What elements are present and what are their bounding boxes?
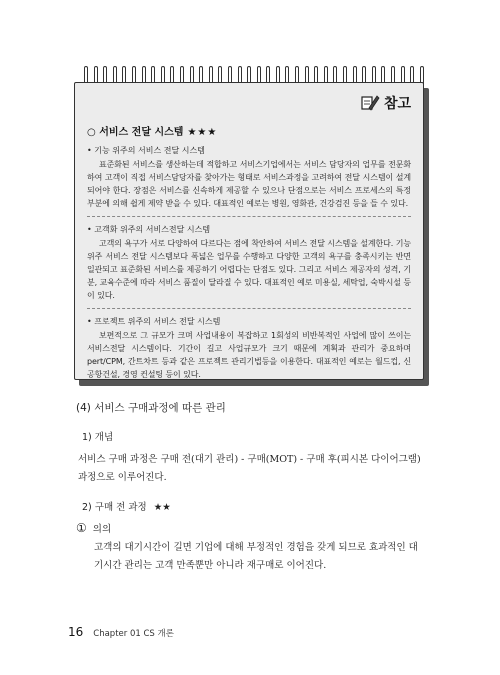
page-footer <box>68 625 174 639</box>
note-section-heading: • 기능 위주의 서비스 전달 시스템 <box>87 146 205 155</box>
page-number: 16 <box>68 625 84 639</box>
note-title <box>87 123 411 138</box>
note-header <box>360 93 411 113</box>
subheading-concept: 1) 개념 <box>82 432 114 443</box>
list-item-significance <box>76 521 426 535</box>
chapter-label: Chapter 01 CS 개론 <box>93 629 174 639</box>
spiral-binding <box>84 62 424 84</box>
subheading-pre-purchase <box>76 499 426 513</box>
divider <box>87 308 411 309</box>
note-section-body: 표준화된 서비스를 생산하는데 적합하고 서비스기업에서는 서비스 담당자의 업무를 전문화하여 고객이 직접 서비스담당자를 찾아가는 형태로 서비스과정을 고려하여 전달 시스템이 설계되어야 한다. 장점은 서비스를 신속하게 제공할 수 있으나 단점으로는 서비스 프로세스의 특정부분에 의해 쉽게 제약 받을 수 있다. 대표적인 예로는 병원, 영화관, 건강검진 등을 들 수 있다. <box>87 160 411 208</box>
note-section-body: 보편적으로 그 규모가 크며 사업내용이 복잡하고 1회성의 비반복적인 사업에 많이 쓰이는 서비스전달 시스템이다. 기간이 길고 사업규모가 크기 때문에 계획과 관리가 중요하며 pert/CPM, 간트차트 등과 같은 프로젝트 관리기법등을 이용한다. 대표적인 예로는 월드컵, 신공항건설, 경영 컨설팅 등이 있다. <box>87 331 411 379</box>
importance-stars: ★★★ <box>187 127 218 138</box>
note-content <box>87 123 411 381</box>
note-section-project <box>87 315 411 381</box>
note-section-customer <box>87 223 411 302</box>
list-item-label: 의의 <box>92 524 112 535</box>
note-label: 참고 <box>383 96 411 112</box>
reference-note-box <box>74 82 424 380</box>
note-section-heading: • 프로젝트 위주의 서비스 전달 시스템 <box>87 317 221 326</box>
importance-stars: ★★ <box>153 502 171 513</box>
note-section-heading: • 고객화 위주의 서비스전달 시스템 <box>87 225 211 234</box>
pencil-icon <box>360 93 380 113</box>
subheading-pre-purchase-text: 2) 구매 전 과정 <box>82 502 147 513</box>
significance-paragraph: 고객의 대기시간이 길면 기업에 대해 부정적인 경험을 갖게 되므로 효과적인 대기시간 관리는 고객 만족뿐만 아니라 재구매로 이어진다. <box>94 542 418 571</box>
concept-paragraph: 서비스 구매 과정은 구매 전(대기 관리) - 구매(MOT) - 구매 후(피시본 다이어그램) 과정으로 이루어진다. <box>78 454 421 483</box>
main-text <box>76 400 426 575</box>
note-title-text: ○ 서비스 전달 시스템 <box>87 127 184 138</box>
note-section-function <box>87 144 411 210</box>
divider <box>87 216 411 217</box>
circled-number: ① <box>76 521 87 535</box>
section-heading: (4) 서비스 구매과정에 따른 관리 <box>76 402 226 414</box>
note-section-body: 고객의 욕구가 서로 다양하여 다르다는 점에 착안하여 서비스 전달 시스템을 설계한다. 기능위주 서비스 전달 시스템보다 폭넓은 업무를 수행하고 다양한 고객의 욕구를 충족시키는 반면 일관되고 표준화된 서비스를 제공하기 어렵다는 단점도 있다. 그리고 서비스 제공자의 성격, 기분, 교육수준에 따라 서비스 품질이 달라질 수 있다. 대표적인 예로 미용실, 세탁업, 숙박시설 등이 있다. <box>87 239 411 300</box>
